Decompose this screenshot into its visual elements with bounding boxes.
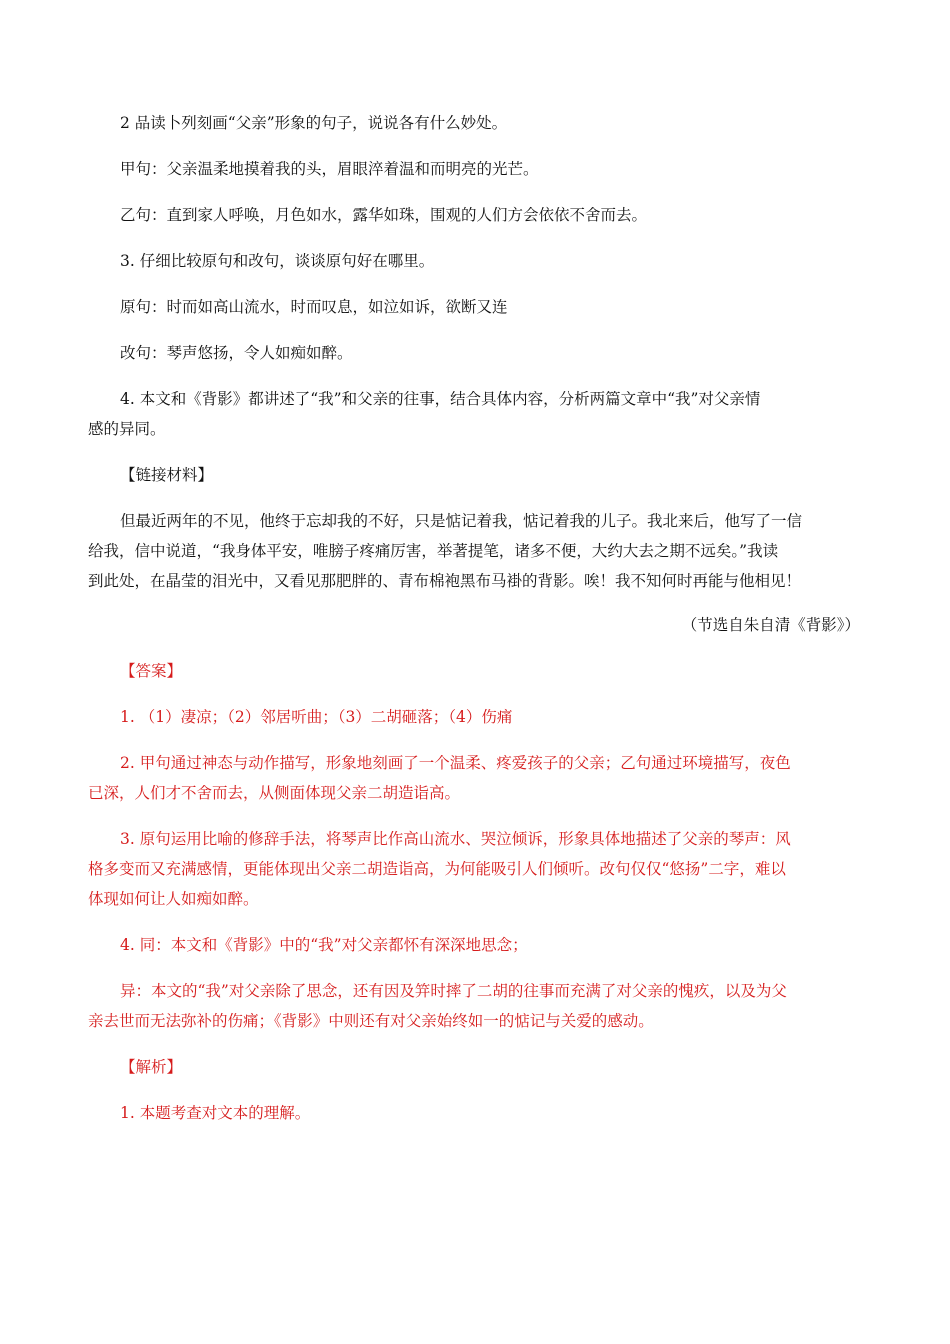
answer-3-line-2: 格多变而又充满感情，更能体现出父亲二胡造诣高，为何能吸引人们倾听。改句仅仅“悠扬”二字，难以: [88, 860, 786, 878]
link-material-line-2: 给我，信中说道，“我身体平安，唯膀子疼痛厉害，举著提笔，诸多不便，大约大去之期不远矣。”我读: [88, 542, 779, 560]
answer-1: 1. （1）凄凉；（2）邻居听曲；（3）二胡砸落；（4）伤痛: [120, 708, 513, 726]
answer-4-difference: [88, 976, 860, 1036]
answer-3-line-1: 3. 原句运用比喻的修辞手法，将琴声比作高山流水、哭泣倾诉，形象具体地描述了父亲的琴声：风: [120, 830, 791, 848]
analysis-heading: 【解析】: [120, 1058, 183, 1076]
answer-2: [88, 748, 860, 808]
question-2-sentence-a: 甲句：父亲温柔地摸着我的头，眉眼淬着温和而明亮的光芒。: [120, 160, 539, 178]
question-2-sentence-b: 乙句：直到家人呼唤，月色如水，露华如珠，围观的人们方会依依不舍而去。: [120, 206, 648, 224]
link-material-line-3: 到此处，在晶莹的泪光中，又看见那肥胖的、青布棉袍黑布马褂的背影。唉！我不知何时再能与他相见！: [88, 572, 802, 590]
link-material-source: （节选自朱自清《背影》）: [681, 616, 860, 634]
answer-2-line-2: 已深，人们才不舍而去，从侧面体现父亲二胡造诣高。: [88, 784, 461, 802]
question-3-original: 原句：时而如高山流水，时而叹息，如泣如诉，欲断又连: [120, 298, 508, 316]
link-material-heading: 【链接材料】: [120, 466, 214, 484]
analysis-1: 1. 本题考查对文本的理解。: [120, 1104, 311, 1122]
question-2: 2 品读卜列刻画“父亲”形象的句子，说说各有什么妙处。: [120, 114, 508, 132]
question-4: [88, 384, 860, 444]
question-4-line-2: 感的异同。: [88, 420, 166, 438]
answer-2-line-1: 2. 甲句通过神态与动作描写，形象地刻画了一个温柔、疼爱孩子的父亲；乙句通过环境描写，夜色: [120, 754, 791, 772]
answer-heading: 【答案】: [120, 662, 183, 680]
answer-3-line-3: 体现如何让人如痴如醉。: [88, 890, 259, 908]
answer-3: [88, 824, 860, 914]
question-3: 3. 仔细比较原句和改句，谈谈原句好在哪里。: [120, 252, 435, 270]
document-page: [88, 108, 860, 1128]
question-4-line-1: 4. 本文和《背影》都讲述了“我”和父亲的往事，结合具体内容，分析两篇文章中“我”对父亲情: [120, 390, 761, 408]
question-3-modified: 改句：琴声悠扬，令人如痴如醉。: [120, 344, 353, 362]
link-material-body: [88, 506, 860, 596]
answer-4-diff-line-2: 亲去世而无法弥补的伤痛；《背影》中则还有对父亲始终如一的惦记与关爱的感动。: [88, 1012, 654, 1030]
link-material-line-1: 但最近两年的不见，他终于忘却我的不好，只是惦记着我，惦记着我的儿子。我北来后，他写了一信: [120, 512, 803, 530]
answer-4-same: 4. 同：本文和《背影》中的“我”对父亲都怀有深深地思念；: [120, 936, 528, 954]
answer-4-diff-line-1: 异：本文的“我”对父亲除了思念，还有因及笄时摔了二胡的往事而充满了对父亲的愧疚，以及为父: [120, 982, 787, 1000]
